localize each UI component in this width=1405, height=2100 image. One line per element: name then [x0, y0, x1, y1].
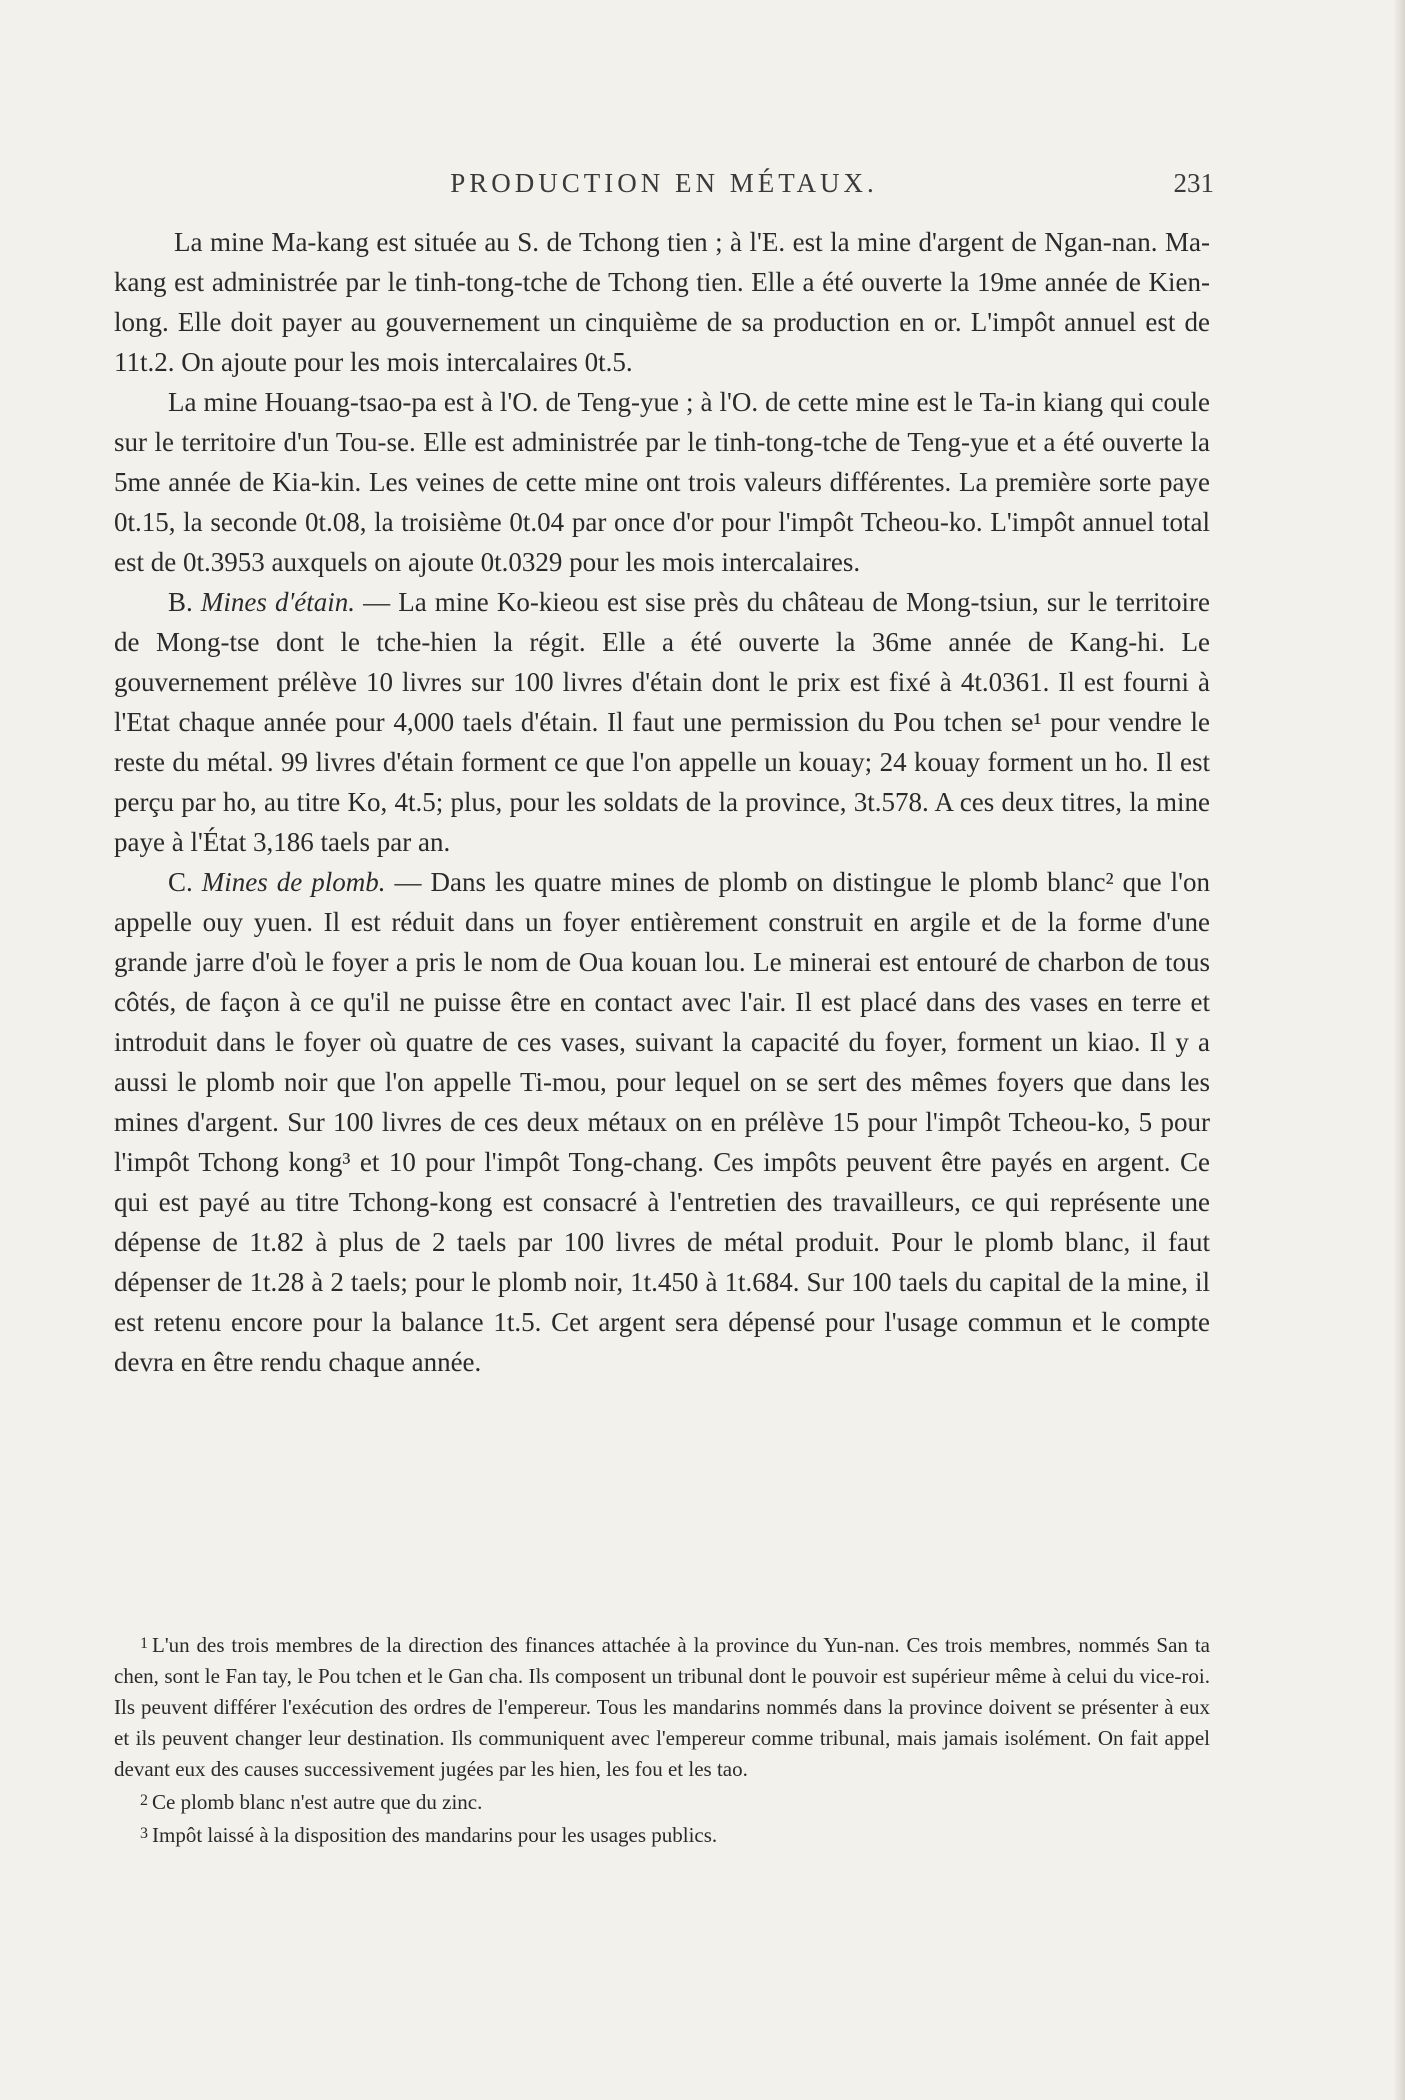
section-b-text: — La mine Ko-kieou est sise près du château de Mong-tsiun, sur le territoire de Mong-tse dont le tche-hien la régit. Elle a été ouverte la 36me année de Kang-hi. Le gouvernement prélève 10 livres sur 100 livres d'étain dont le prix est fixé à 4t.0361. Il est fourni à l'Etat chaque année pour 4,000 taels d'étain. Il faut une permission du Pou tchen se¹ pour vendre le reste du métal. 99 livres d'étain forment ce que l'on appelle un kouay; 24 kouay forment un ho. Il est perçu par ho, au titre Ko, 4t.5; plus, pour les soldats de la province, 3t.578. A ces deux titres, la mine paye à l'État 3,186 taels par an.: [114, 587, 1210, 857]
section-c-text: — Dans les quatre mines de plomb on distingue le plomb blanc² que l'on appelle ouy yuen. Il est réduit dans un foyer entièrement construit en argile et de la forme d'une grande jarre d'où le foyer a pris le nom de Oua kouan lou. Le minerai est entouré de charbon de tous côtés, de façon à ce qu'il ne puisse être en contact avec l'air. Il est placé dans des vases en terre et introduit dans le foyer où quatre de ces vases, suivant la capacité du foyer, forment un kiao. Il y a aussi le plomb noir que l'on appelle Ti-mou, pour lequel on se sert des mêmes foyers que dans les mines d'argent. Sur 100 livres de ces deux métaux on en prélève 15 pour l'impôt Tcheou-ko, 5 pour l'impôt Tchong kong³ et 10 pour l'impôt Tong-chang. Ces impôts peuvent être payés en argent. Ce qui est payé au titre Tchong-kong est consacré à l'entretien des travailleurs, ce qui représente une dépense de 1t.82 à plus de 2 taels par 100 livres de métal produit. Pour le plomb blanc, il faut dépenser de 1t.28 à 2 taels; pour le plomb noir, 1t.450 à 1t.684. Sur 100 taels du capital de la mine, il est retenu encore pour la balance 1t.5. Cet argent sera dépensé pour l'usage commun et le compte devra en être rendu chaque année.: [114, 867, 1211, 1377]
footnote-3-text: Impôt laissé à la disposition des mandarins pour les usages publics.: [152, 1823, 718, 1847]
footnote-3-marker: 3: [140, 1825, 148, 1842]
footnote-2-text: Ce plomb blanc n'est autre que du zinc.: [152, 1790, 483, 1814]
footnote-1-text: L'un des trois membres de la direction des finances attachée à la province du Yun-nan. Ces trois membres, nommés San ta chen, sont le Fan tay, le Pou tchen et le Gan cha. Ils composent un tribunal dont le pouvoir est supérieur même à celui du vice-roi. Ils peuvent différer l'exécution des ordres de l'empereur. Tous les mandarins nommés dans la province doivent se présenter à eux et ils peuvent changer leur destination. Ils communiquent avec l'empereur comme tribunal, mais jamais isolément. On fait appel devant eux des causes successivement jugées par les hien, les fou et les tao.: [114, 1633, 1210, 1781]
footnote-2: [114, 1785, 1210, 1818]
page-header: [114, 168, 1214, 208]
footnotes: [114, 1628, 1210, 1851]
paragraph-ma-kang: La mine Ma-kang est située au S. de Tchong tien ; à l'E. est la mine d'argent de Ngan-nan. Ma-kang est administrée par le tinh-tong-tche de Tchong tien. Elle a été ouverte la 19me année de Kien-long. Elle doit payer au gouvernement un cinquième de sa production en or. L'impôt annuel est de 11t.2. On ajoute pour les mois intercalaires 0t.5.: [114, 227, 1210, 377]
body-text: [114, 222, 1210, 1382]
paragraph-mines-etain: [114, 582, 1210, 862]
paragraph-houang-tsao-pa: La mine Houang-tsao-pa est à l'O. de Teng-yue ; à l'O. de cette mine est le Ta-in kiang qui coule sur le territoire d'un Tou-se. Elle est administrée par le tinh-tong-tche de Teng-yue et a été ouverte la 5me année de Kia-kin. Les veines de cette mine ont trois valeurs différentes. La première sorte paye 0t.15, la seconde 0t.08, la troisième 0t.04 par once d'or pour l'impôt Tcheou-ko. L'impôt annuel total est de 0t.3953 auxquels on ajoute 0t.0329 pour les mois intercalaires.: [114, 387, 1210, 577]
footnote-3: [114, 1818, 1210, 1851]
section-c-label: C.: [168, 867, 193, 897]
footnote-1-marker: 1: [140, 1635, 148, 1652]
page-number: 231: [1173, 168, 1214, 198]
footnote-1: [114, 1628, 1210, 1785]
footnote-2-marker: 2: [140, 1792, 148, 1809]
section-b-label: B.: [168, 587, 193, 617]
running-title: PRODUCTION EN MÉTAUX.: [450, 168, 878, 198]
section-c-title: Mines de plomb.: [201, 867, 386, 897]
paragraph-mines-plomb: [114, 862, 1210, 1382]
section-b-title: Mines d'étain.: [200, 587, 355, 617]
page-edge-shadow: [1393, 0, 1405, 2100]
